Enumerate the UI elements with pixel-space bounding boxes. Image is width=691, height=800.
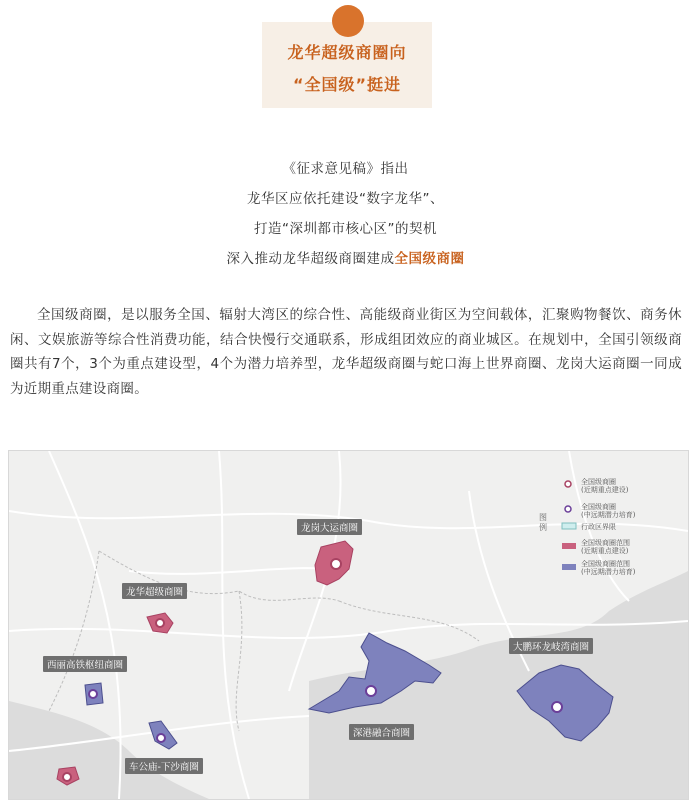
commercial-district-map: [8, 450, 689, 800]
legend-potential-marker: [565, 506, 571, 512]
label-longhua: 龙华超级商圈: [122, 583, 187, 599]
longgang-marker: [331, 559, 341, 569]
legend-item-5: [581, 560, 635, 576]
legend-item-4-line-b: (近期重点建设): [581, 547, 629, 555]
chegongmiao-marker: [157, 734, 165, 742]
decorative-circle-icon: [332, 5, 364, 37]
intro-line-3: 打造“深圳都市核心区”的契机: [254, 221, 437, 237]
legend-item-2-line-a: 全国级商圈: [581, 503, 616, 511]
shekou-marker: [63, 773, 71, 781]
body-paragraph: 全国级商圈，是以服务全国、辐射大湾区的综合性、高能级商业街区为空间载体，汇聚购物餐饮、商务休闲、文娱旅游等综合性消费功能，结合快慢行交通联系，形成组团效应的商业城区。在规划中，全国引领级商圈共有7个，3个为重点建设型，4个为潜力培养型，龙华超级商圈与蛇口海上世界商圈、龙岗大运商圈一同成为近期重点建设商圈。: [10, 307, 682, 397]
headline-line-1: 龙华超级商圈向: [287, 43, 407, 62]
headline-line-2: “全国级”挺进: [292, 75, 402, 94]
label-xili: 西丽高铁枢纽商圈: [43, 656, 127, 672]
xili-marker: [89, 690, 97, 698]
legend-item-3: 行政区界限: [581, 523, 616, 531]
legend-potential-zone-swatch: [562, 564, 576, 570]
legend-item-1-line-b: (近期重点建设): [581, 486, 629, 494]
legend-key-marker: [565, 481, 571, 487]
legend-item-2: [581, 503, 635, 519]
label-longgang: 龙岗大运商圈: [297, 519, 362, 535]
shengang-marker: [366, 686, 376, 696]
legend-heading: 图例: [539, 513, 547, 532]
legend-key-zone-swatch: [562, 543, 576, 549]
label-shengang: 深港融合商圈: [349, 724, 414, 740]
label-chegongmiao: 车公庙-下沙商圈: [125, 758, 203, 774]
legend-item-1-line-a: 全国级商圈: [581, 478, 616, 486]
label-dapeng: 大鹏环龙岐湾商圈: [509, 638, 593, 654]
longhua-marker: [156, 619, 164, 627]
legend-item-1: [581, 478, 628, 494]
legend-item-5-line-b: (中远期潜力培育): [581, 568, 636, 576]
legend-item-4: [581, 539, 630, 555]
legend-item-5-line-a: 全国级商圈范围: [581, 560, 630, 568]
intro-line-4-text: 深入推动龙华超级商圈建成: [226, 251, 395, 267]
dapeng-marker: [552, 702, 562, 712]
legend-item-2-line-b: (中远期潜力培育): [581, 511, 636, 519]
sea-area-west: [9, 701, 209, 799]
intro-highlight: 全国级商圈: [394, 251, 465, 267]
intro-line-2: 龙华区应依托建设“数字龙华”、: [247, 191, 444, 207]
legend-item-4-line-a: 全国级商圈范围: [581, 539, 630, 547]
intro-line-4: [0, 247, 691, 267]
intro-line-1: 《征求意见稿》指出: [282, 161, 409, 177]
legend-boundary-swatch: [562, 523, 576, 529]
